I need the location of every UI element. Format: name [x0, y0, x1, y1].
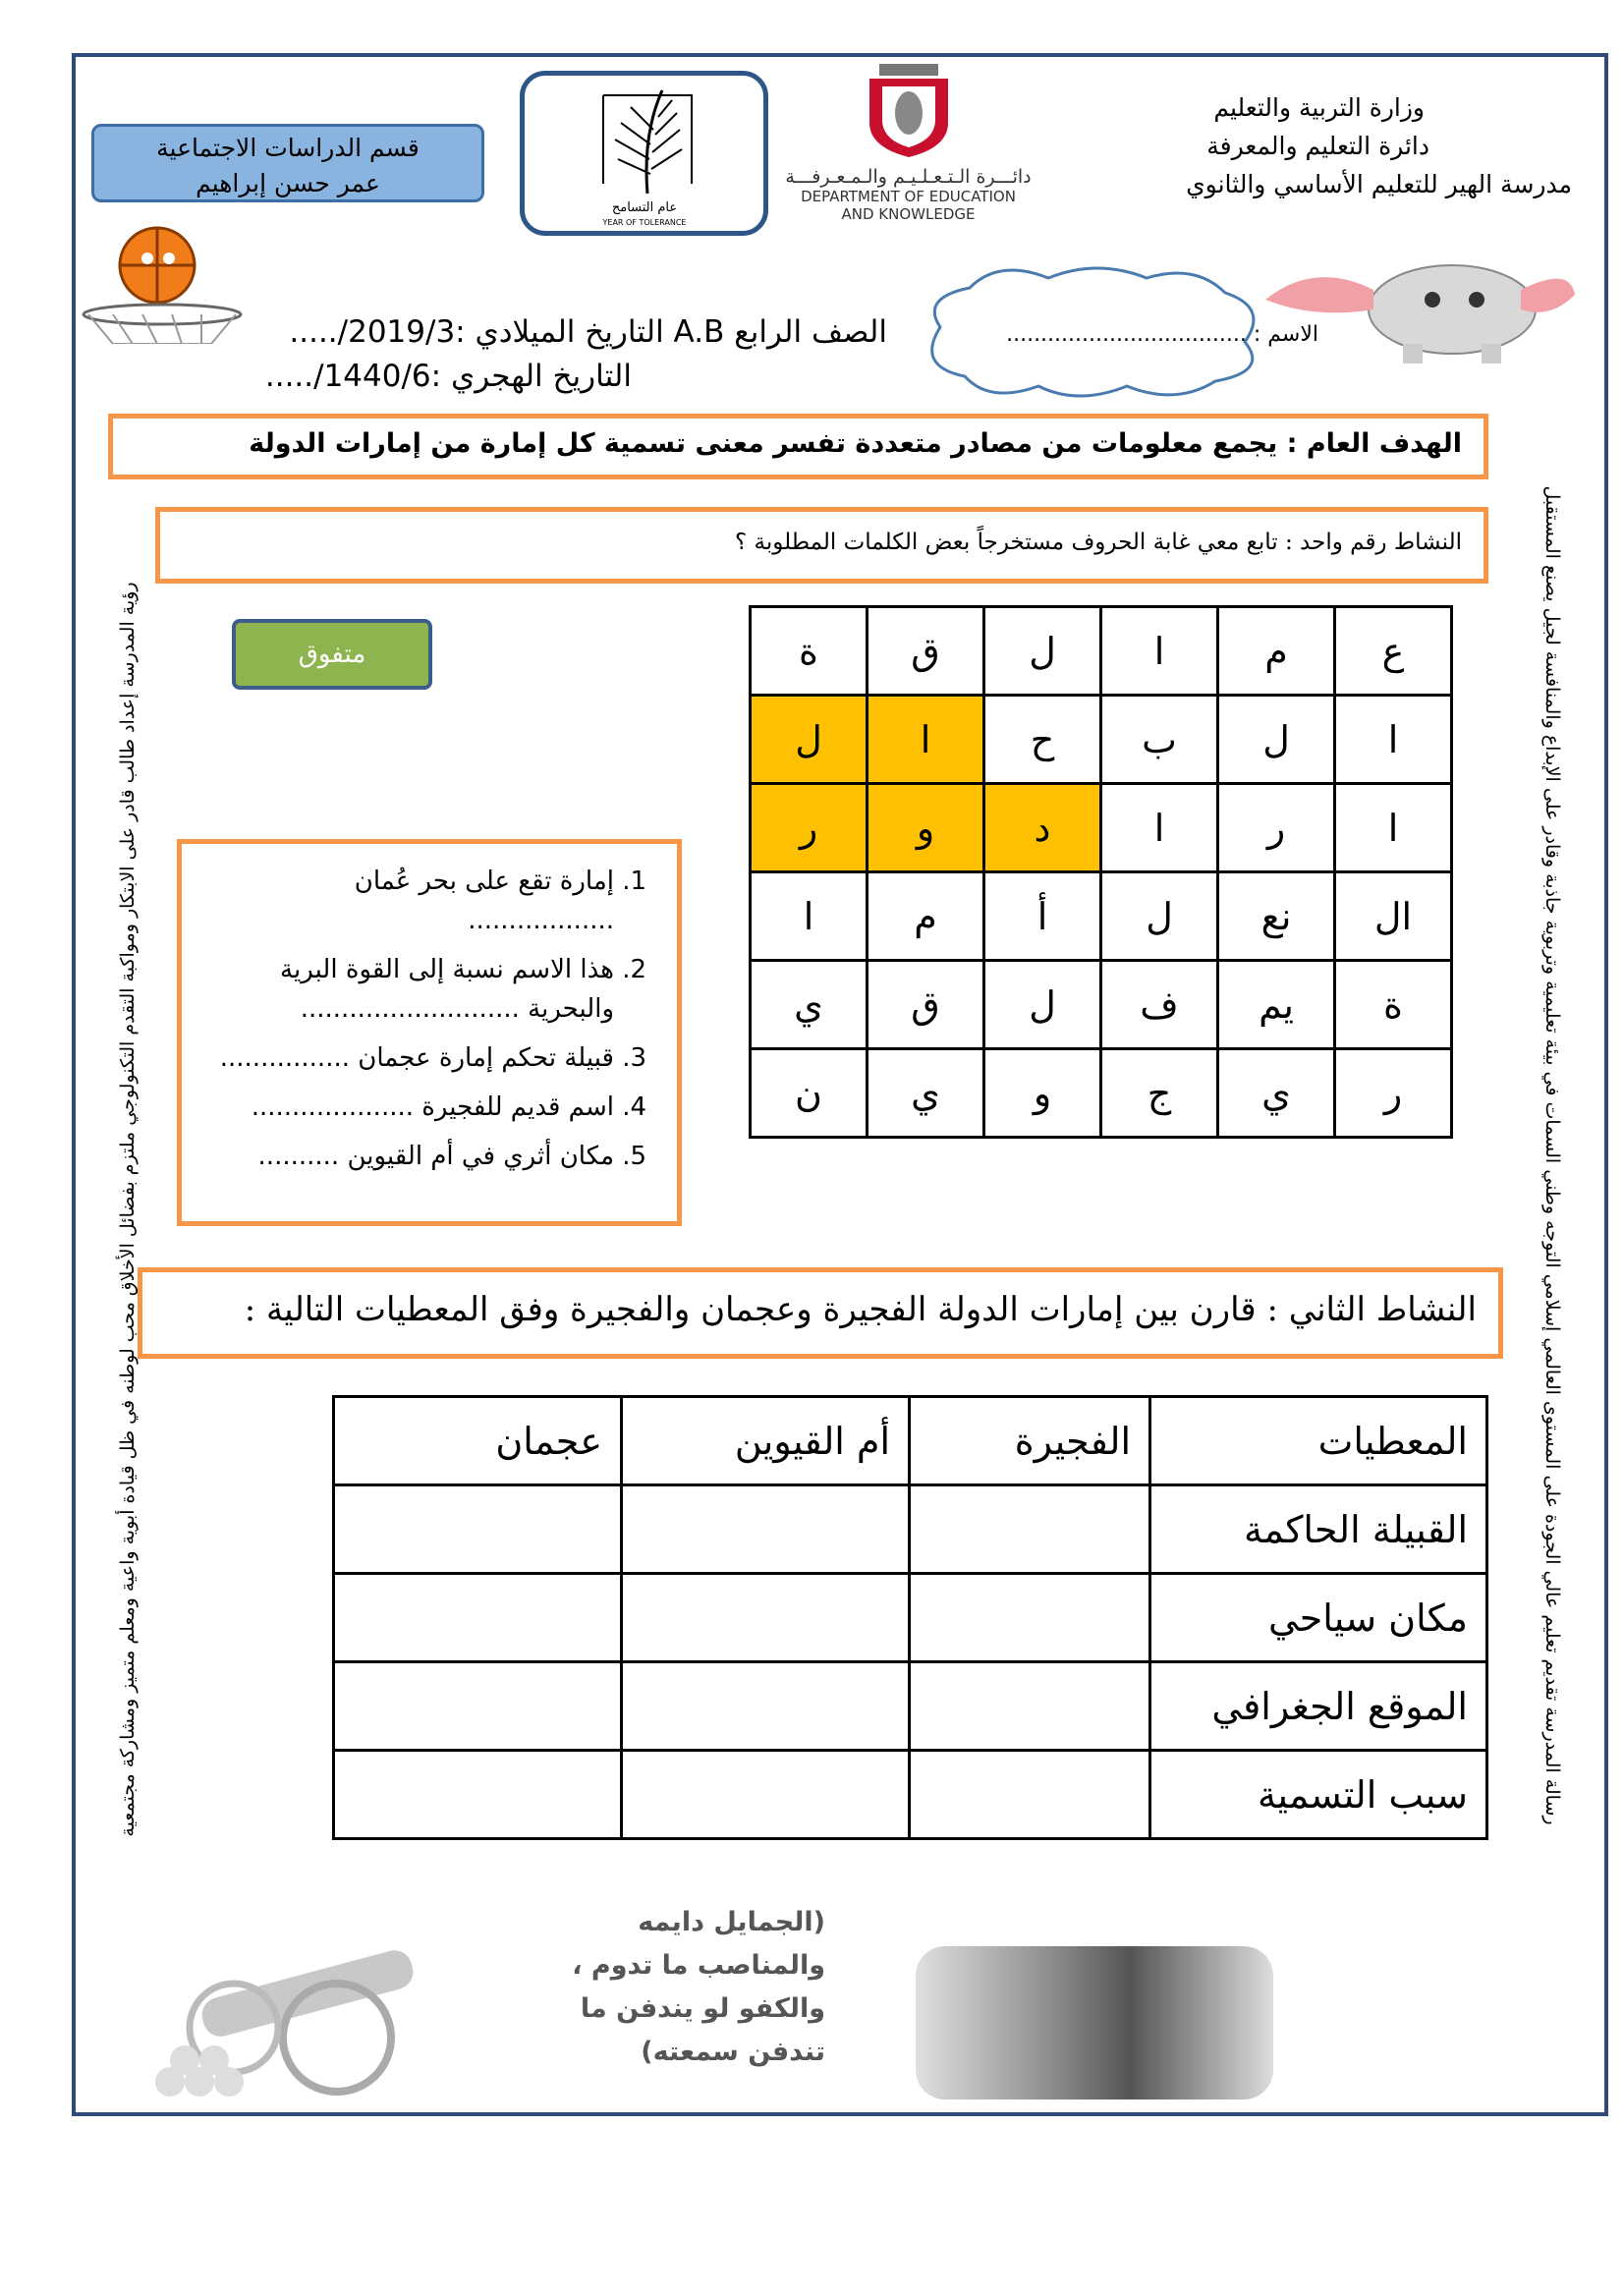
grid-cell[interactable]: ل — [984, 607, 1101, 696]
grid-row — [751, 1049, 1452, 1138]
answer-cell[interactable] — [622, 1662, 910, 1751]
activity-one-title: النشاط رقم واحد : تابع معي غابة الحروف مستخرجاً بعض الكلمات المطلوبة ؟ — [155, 507, 1488, 584]
table-header-cell: الفجيرة — [910, 1397, 1150, 1485]
grid-cell[interactable]: يم — [1218, 961, 1335, 1049]
grid-cell[interactable]: ي — [868, 1049, 984, 1138]
answer-cell[interactable] — [334, 1751, 622, 1839]
general-goal: الهدف العام : يجمع معلومات من مصادر متعددة تفسر معنى تسمية كل إمارة من إمارات الدولة — [108, 414, 1488, 479]
edu-logo-arabic: دائـــرة الـتـعـلـيـم والـمـعـرفـــة — [785, 166, 1032, 188]
school-mission: رسالة المدرسة تقديم تعليم عالي الجودة على المستوى العالمي إسلامي التوجه وطني السمات في بيئة تعليمية وتربوية جاذبة وقادر على الإبداع والمنافسة لجيل يصنع المستقبل — [1541, 485, 1563, 1825]
grid-cell[interactable]: ل — [1218, 696, 1335, 784]
question-item: 2. هذا الاسم نسبة إلى القوة البرية والبحرية ........................... — [205, 950, 614, 1029]
cannon-image — [140, 1934, 458, 2104]
question-item: 4. اسم قديم للفجيرة .................... — [205, 1088, 614, 1127]
letter-grid — [749, 605, 1453, 1139]
grid-row — [751, 784, 1452, 872]
grid-cell[interactable]: ل — [984, 961, 1101, 1049]
grid-cell[interactable]: م — [1218, 607, 1335, 696]
school-vision: رؤية المدرسة إعداد طالب قادر على الابتكار ومواكبة التقدم التكنولوجي ملتزم بفضائل الأخلاق محب لوطنه في ظل قيادة أبوية واعية ومعلم متميز ومشاركة مجتمعية — [117, 582, 139, 1837]
palm-leaf-icon — [525, 76, 763, 231]
grid-cell[interactable]: ال — [1335, 872, 1452, 961]
table-header-row — [334, 1397, 1487, 1485]
grid-cell[interactable]: ف — [1101, 961, 1218, 1049]
department-name: قسم الدراسات الاجتماعية — [156, 134, 420, 162]
table-row — [334, 1751, 1487, 1839]
table-row — [334, 1574, 1487, 1662]
answer-cell[interactable] — [910, 1574, 1150, 1662]
activity-two-title: النشاط الثاني : قارن بين إمارات الدولة الفجيرة وعجمان والفجيرة وفق المعطيات التالية : — [138, 1267, 1503, 1359]
grid-cell[interactable]: ح — [984, 696, 1101, 784]
answer-cell[interactable] — [910, 1485, 1150, 1574]
question-item: 5. مكان أثري في أم القيوين .......... — [205, 1137, 614, 1176]
comparison-table — [332, 1395, 1488, 1840]
department-label — [91, 124, 484, 202]
answer-cell[interactable] — [622, 1751, 910, 1839]
answer-cell[interactable] — [622, 1485, 910, 1574]
teacher-name: عمر حسن إبراهيم — [196, 169, 380, 197]
grid-cell[interactable]: ي — [1218, 1049, 1335, 1138]
grid-cell[interactable]: أ — [984, 872, 1101, 961]
criterion-cell: الموقع الجغرافي — [1150, 1662, 1487, 1751]
answer-cell[interactable] — [622, 1574, 910, 1662]
grid-cell[interactable]: ل — [1101, 872, 1218, 961]
answer-cell[interactable] — [910, 1751, 1150, 1839]
poem-line: (الجمايل دايمه — [638, 1907, 825, 1937]
question-item: 1. إمارة تقع على بحر عُمان .................. — [205, 862, 614, 940]
grid-cell[interactable]: ا — [1101, 607, 1218, 696]
emblem-icon — [855, 59, 963, 162]
table-header-cell: أم القيوين — [622, 1397, 910, 1485]
ministry-header — [1110, 88, 1572, 203]
grid-cell[interactable]: ة — [1335, 961, 1452, 1049]
grid-cell[interactable]: ل — [751, 696, 868, 784]
poem-quote — [531, 1901, 825, 2074]
answer-cell[interactable] — [334, 1662, 622, 1751]
edu-logo-english-1: DEPARTMENT OF EDUCATION — [801, 188, 1016, 205]
department-of-education-logo — [783, 59, 1034, 221]
grid-cell[interactable]: ب — [1101, 696, 1218, 784]
excellent-badge-button[interactable]: متفوق — [232, 619, 432, 690]
grid-cell[interactable]: ا — [868, 696, 984, 784]
answer-cell[interactable] — [334, 1574, 622, 1662]
poem-line: تندفن سمعته) — [641, 2037, 825, 2067]
grid-row — [751, 696, 1452, 784]
table-header-cell: المعطيات — [1150, 1397, 1487, 1485]
table-header-cell: عجمان — [334, 1397, 622, 1485]
grid-cell[interactable]: د — [984, 784, 1101, 872]
student-name-field[interactable]: الاسم : ................................... — [1006, 322, 1318, 347]
grid-cell[interactable]: ا — [1335, 784, 1452, 872]
criterion-cell: سبب التسمية — [1150, 1751, 1487, 1839]
department-name-header: دائرة التعليم والمعرفة — [1206, 132, 1429, 160]
grid-cell[interactable]: ا — [751, 872, 868, 961]
question-item: 3. قبيلة تحكم إمارة عجمان ................ — [205, 1038, 614, 1078]
grid-row — [751, 607, 1452, 696]
table-row — [334, 1662, 1487, 1751]
sheikh-photo — [916, 1946, 1273, 2099]
questions-list — [205, 862, 653, 1176]
answer-cell[interactable] — [334, 1485, 622, 1574]
poem-line: والمناصب ما تدوم ، — [572, 1950, 825, 1981]
questions-box — [177, 839, 682, 1226]
poem-line: والكفو لو يندفن ما — [580, 1993, 825, 2024]
grid-cell[interactable]: ا — [1335, 696, 1452, 784]
grid-cell[interactable]: و — [868, 784, 984, 872]
criterion-cell: مكان سياحي — [1150, 1574, 1487, 1662]
grid-cell[interactable]: ر — [1335, 1049, 1452, 1138]
grid-cell[interactable]: ع — [1335, 607, 1452, 696]
answer-cell[interactable] — [910, 1662, 1150, 1751]
grid-cell[interactable]: ر — [751, 784, 868, 872]
table-row — [334, 1485, 1487, 1574]
hijri-date-line: التاريخ الهجري :1440/6/..... — [264, 359, 632, 394]
grid-cell[interactable]: ن — [751, 1049, 868, 1138]
svg-text:عام التسامح: عام التسامح — [611, 200, 678, 215]
grid-cell[interactable]: و — [984, 1049, 1101, 1138]
criterion-cell: القبيلة الحاكمة — [1150, 1485, 1487, 1574]
grid-row — [751, 961, 1452, 1049]
grid-row — [751, 872, 1452, 961]
grid-cell[interactable]: ا — [1101, 784, 1218, 872]
school-name: مدرسة الهير للتعليم الأساسي والثانوي — [1186, 170, 1572, 198]
grid-cell[interactable]: ق — [868, 607, 984, 696]
year-of-tolerance-logo — [520, 71, 768, 236]
edu-logo-english-2: AND KNOWLEDGE — [841, 205, 976, 223]
grid-cell[interactable]: ج — [1101, 1049, 1218, 1138]
basketball-icon — [74, 221, 270, 344]
grid-cell[interactable]: ق — [868, 961, 984, 1049]
ministry-name: وزارة التربية والتعليم — [1213, 93, 1425, 122]
grid-cell[interactable]: ة — [751, 607, 868, 696]
grid-cell[interactable]: نع — [1218, 872, 1335, 961]
grid-cell[interactable]: ي — [751, 961, 868, 1049]
grade-date-line: الصف الرابع A.B التاريخ الميلادي :2019/3/..... — [289, 314, 887, 350]
grid-cell[interactable]: ر — [1218, 784, 1335, 872]
grid-cell[interactable]: م — [868, 872, 984, 961]
svg-text:YEAR OF TOLERANCE: YEAR OF TOLERANCE — [602, 218, 687, 227]
